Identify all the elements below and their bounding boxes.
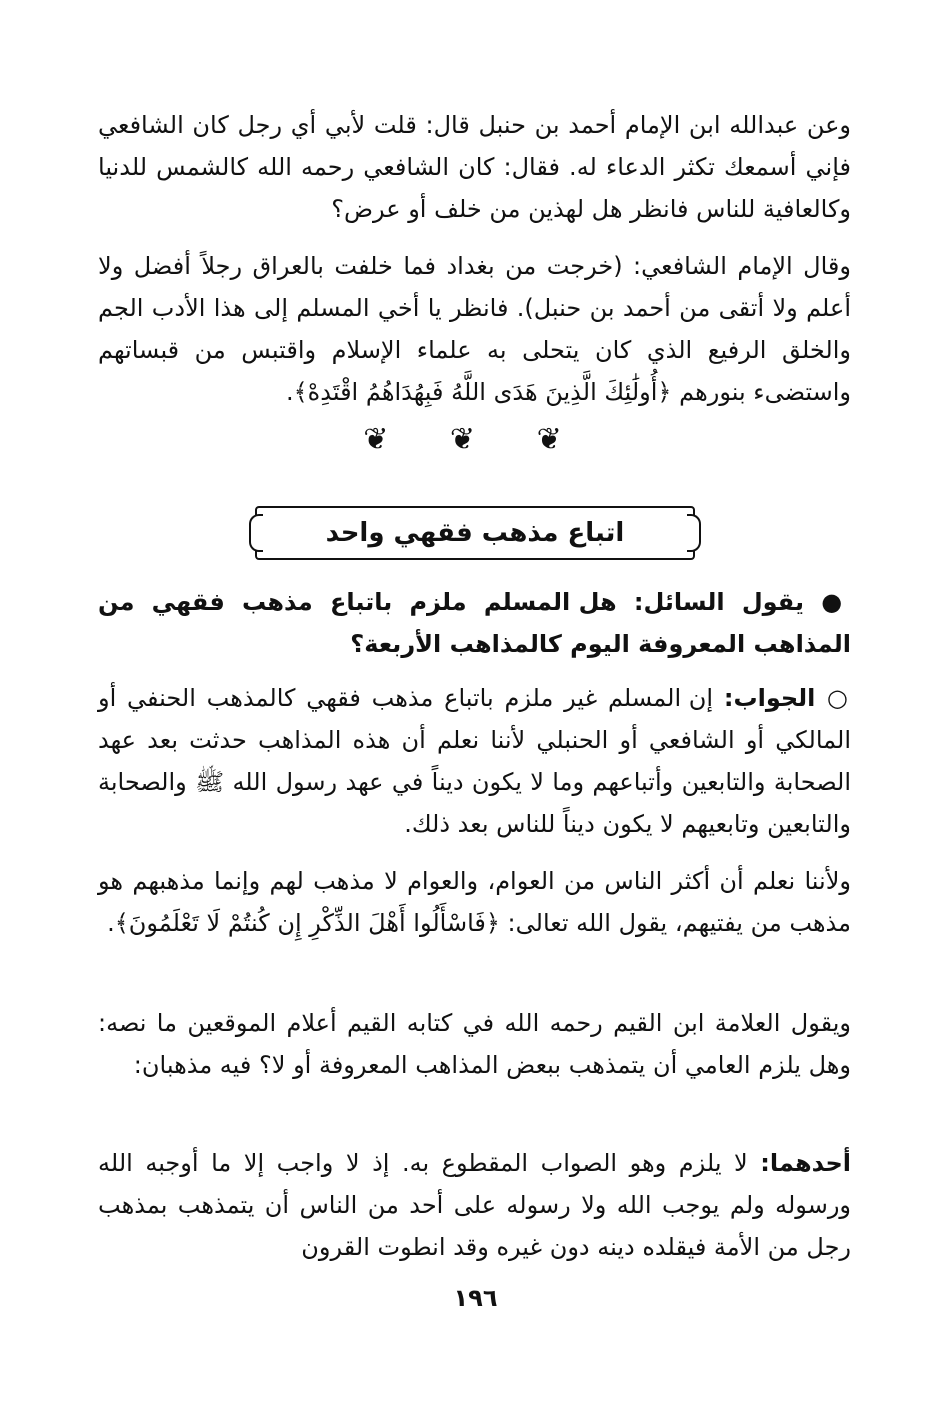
paragraph-text: وعن عبدالله ابن الإمام أحمد بن حنبل قال: قلت لأبي أي رجل كان الشافعي فإني أسمعك تكثر الدعاء له. فقال: كان الشافعي رحمه الله كالشمس للدنيا وكالعافية للناس فانظر هل لهذين من خلف أو عرض؟ [98,111,851,223]
question-text: هل المسلم ملزم باتباع مذهب فقهي من المذاهب المعروفة اليوم كالمذاهب الأربعة؟ [98,588,851,658]
opinion-label: أحدهما: [760,1149,852,1177]
answer-label: ○ الجواب: [723,684,852,712]
paragraph-ibn-hanbal-quote [98,104,851,230]
paragraph-text: ويقول العلامة ابن القيم رحمه الله في كتابه القيم أعلام الموقعين ما نصه: وهل يلزم العامي أن يتمذهب ببعض المذاهب المعروفة أو لا؟ فيه مذهبان: [98,1009,851,1079]
question-paragraph [98,581,851,665]
paragraph-line [98,1142,851,1268]
answer-line [98,677,851,845]
answer-paragraph [98,677,851,845]
paragraph-text: ولأننا نعلم أن أكثر الناس من العوام، والعوام لا مذهب لهم وإنما مذهبهم هو مذهب من يفتيهم، يقول الله تعالى: ﴿فَاسْأَلُوا أَهْلَ الذِّكْرِ إِن كُنتُمْ لَا تَعْلَمُونَ﴾. [98,867,851,937]
question-line [98,581,851,665]
paragraph-common-people [98,860,851,944]
paragraph-text: وقال الإمام الشافعي: (خرجت من بغداد فما خلفت بالعراق رجلاً أفضل ولا أعلم ولا أتقى من أحمد بن حنبل). فانظر يا أخي المسلم إلى هذا الأدب الجم والخلق الرفيع الذي كان يتحلى به علماء الإسلام واقتبس من قبساتهم واستضىء بنورهم ﴿أُولَٰئِكَ الَّذِينَ هَدَى اللَّهُ فَبِهُدَاهُمُ اقْتَدِهْ﴾. [98,252,851,406]
opinion-text: لا يلزم وهو الصواب المقطوع به. إذ لا واجب إلا ما أوجبه الله ورسوله ولم يوجب الله ولا رسوله على أحد من الناس أن يتمذهب بمذهب رجل من الأمة فيقلده دينه دون غيره وقد انطوت القرون [98,1149,851,1261]
paragraph-shafii-quote [98,245,851,413]
question-label: ● يقول السائل: [633,588,852,616]
section-heading: اتباع مذهب فقهي واحد [325,518,625,548]
page-number: ١٩٦ [453,1284,498,1312]
paragraph-ibn-qayyim [98,1002,851,1086]
section-divider-ornament: ❦ ❦ ❦ [363,422,588,457]
section-heading-frame [255,506,695,560]
paragraph-first-opinion [98,1142,851,1268]
answer-text: إن المسلم غير ملزم باتباع مذهب فقهي كالمذهب الحنفي أو المالكي أو الشافعي أو الحنبلي لأننا نعلم أن هذه المذاهب حدثت بعد عهد الصحابة والتابعين وأتباعهم وما لا يكون ديناً في عهد رسول الله ﷺ والصحابة والتابعين وتابعيهم لا يكون ديناً للناس بعد ذلك. [98,684,851,838]
